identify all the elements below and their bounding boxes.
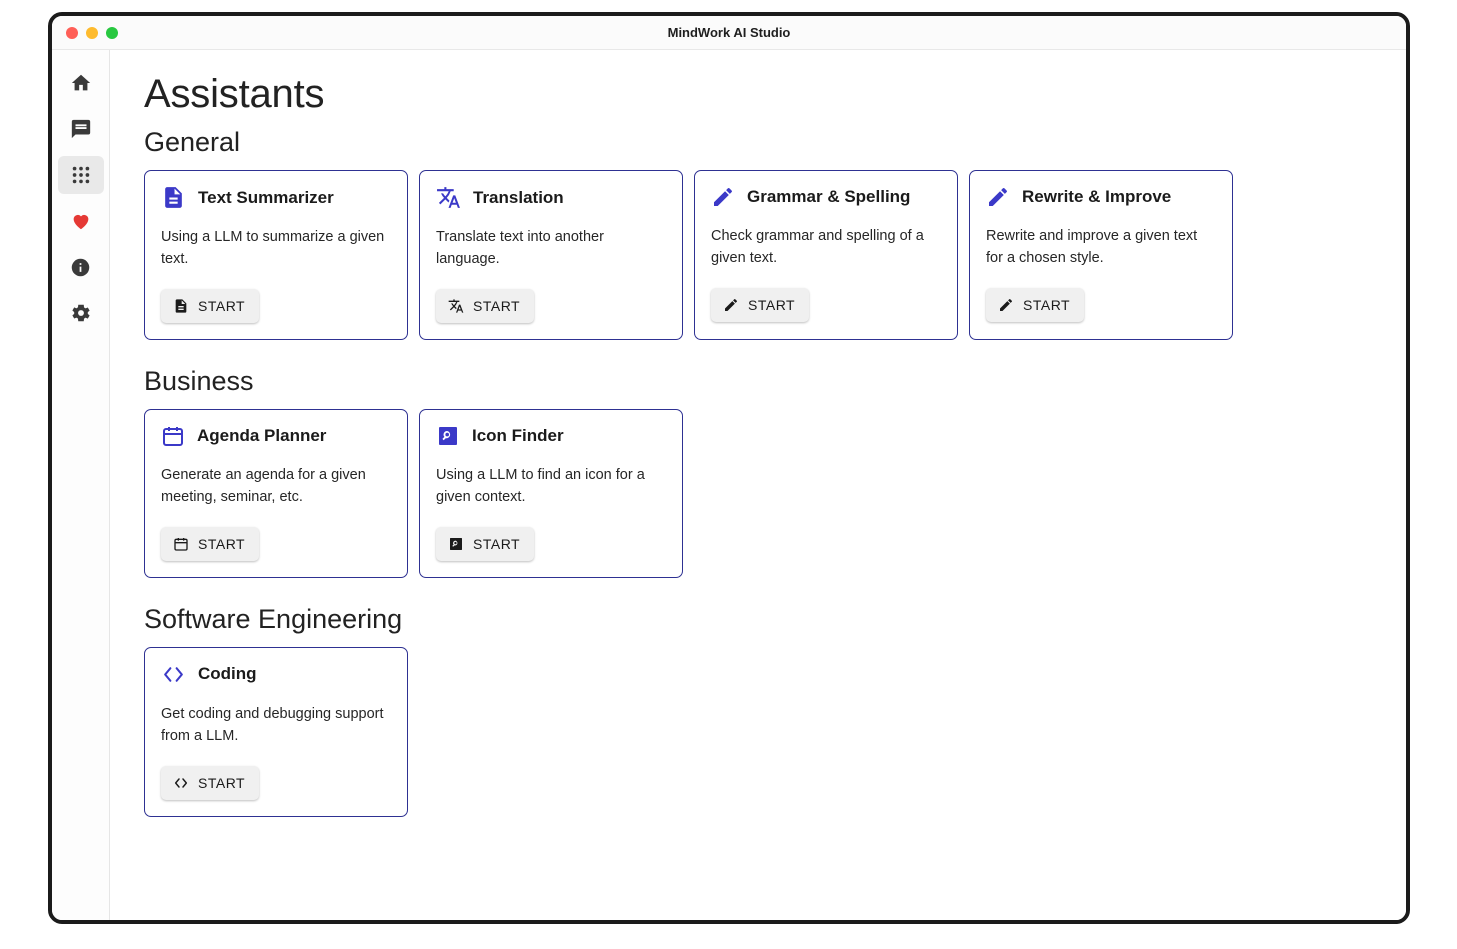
minimize-window-button[interactable] (86, 27, 98, 39)
card-description: Check grammar and spelling of a given text. (711, 228, 924, 267)
home-icon (70, 72, 92, 94)
sidebar (52, 50, 110, 920)
assistant-card[interactable] (144, 170, 408, 340)
pencil-icon (998, 297, 1014, 313)
start-button[interactable] (161, 766, 259, 800)
card-description: Translate text into another language. (436, 229, 604, 268)
assistant-card[interactable] (969, 170, 1233, 340)
card-header (161, 185, 391, 210)
start-button[interactable] (161, 289, 259, 323)
card-description: Generate an agenda for a given meeting, seminar, etc. (161, 466, 366, 506)
sidebar-item-chat[interactable] (58, 110, 104, 148)
chat-bubble-icon (70, 118, 92, 140)
start-button-label: START (473, 297, 521, 314)
card-description: Rewrite and improve a given text for a chosen style. (986, 228, 1198, 267)
image-search-icon (436, 424, 460, 448)
page-title: Assistants (144, 72, 325, 116)
card-title: Agenda Planner (197, 425, 327, 445)
sidebar-item-favorites[interactable] (58, 202, 104, 240)
start-button-label: START (198, 297, 246, 314)
section-title-business: Business (144, 365, 254, 396)
card-title: Coding (198, 664, 257, 684)
app-body (52, 50, 1406, 920)
window-controls (66, 27, 118, 39)
card-description: Using a LLM to summarize a given text. (161, 229, 385, 268)
start-button-label: START (198, 774, 246, 791)
start-button[interactable] (436, 527, 534, 561)
calendar-icon (161, 424, 185, 448)
card-title: Text Summarizer (198, 187, 334, 207)
section-title-general: General (144, 127, 241, 157)
start-button-label: START (473, 535, 521, 552)
card-title: Translation (473, 187, 564, 207)
card-group-software-engineering (144, 647, 1376, 817)
translate-icon (436, 185, 461, 210)
card-header (161, 662, 391, 687)
pencil-icon (986, 185, 1010, 209)
card-description: Get coding and debugging support from a LLM. (161, 705, 384, 745)
card-header (161, 424, 391, 448)
card-group-business (144, 409, 1376, 578)
image-search-icon (448, 536, 464, 552)
code-brackets-icon (161, 662, 186, 687)
app-window (48, 12, 1410, 924)
start-button[interactable] (161, 527, 259, 561)
card-header (436, 424, 666, 448)
pencil-icon (711, 185, 735, 209)
card-header (986, 185, 1216, 209)
window-title: MindWork AI Studio (667, 25, 791, 40)
code-brackets-icon (173, 775, 189, 791)
document-text-icon (173, 298, 189, 314)
close-window-button[interactable] (66, 27, 78, 39)
assistant-card[interactable] (144, 409, 408, 578)
start-button[interactable] (986, 288, 1084, 322)
section-title-software-engineering: Software Engineering (144, 603, 403, 634)
sidebar-item-about[interactable] (58, 248, 104, 286)
window-titlebar (52, 16, 1406, 50)
document-text-icon (161, 185, 186, 210)
calendar-icon (173, 536, 189, 552)
card-title: Rewrite & Improve (1022, 187, 1172, 206)
card-header (436, 185, 666, 210)
card-description: Using a LLM to find an icon for a given context. (436, 466, 645, 506)
heart-icon (70, 210, 92, 232)
sidebar-item-settings[interactable] (58, 294, 104, 332)
pencil-icon (723, 297, 739, 313)
info-icon (70, 257, 91, 278)
translate-icon (448, 298, 464, 314)
card-header (711, 185, 941, 209)
sidebar-item-home[interactable] (58, 64, 104, 102)
assistant-card[interactable] (419, 409, 683, 578)
assistant-card[interactable] (144, 647, 408, 817)
start-button-label: START (198, 535, 246, 552)
assistant-card[interactable] (694, 170, 958, 340)
grid-apps-icon (70, 164, 92, 186)
assistant-card[interactable] (419, 170, 683, 340)
card-title: Grammar & Spelling (747, 187, 911, 206)
start-button-label: START (748, 296, 796, 313)
card-group-general (144, 170, 1376, 340)
start-button-label: START (1023, 296, 1071, 313)
sidebar-item-assistants[interactable] (58, 156, 104, 194)
gear-icon (70, 302, 92, 324)
main-content (110, 50, 1406, 920)
card-title: Icon Finder (472, 425, 564, 445)
start-button[interactable] (711, 288, 809, 322)
start-button[interactable] (436, 289, 534, 323)
maximize-window-button[interactable] (106, 27, 118, 39)
